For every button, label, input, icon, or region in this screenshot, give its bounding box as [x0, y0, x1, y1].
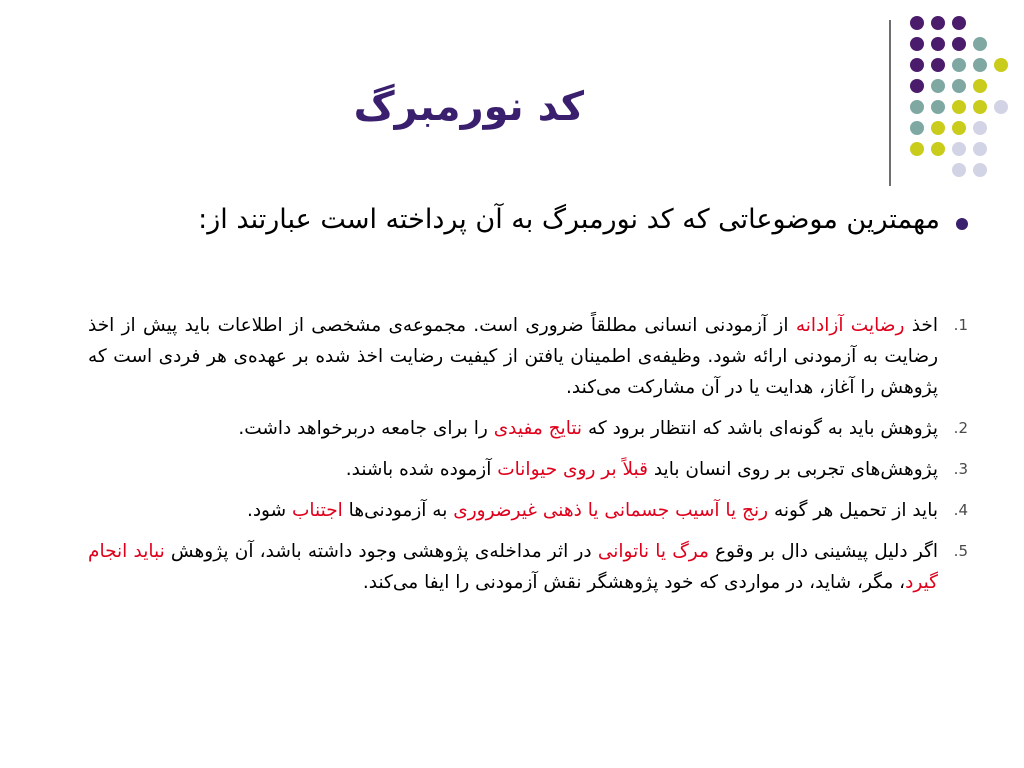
decorative-dot: [910, 58, 924, 72]
list-item-text: به آزمودنی‌ها: [342, 500, 454, 521]
list-item-text: پژوهش‌های تجربی بر روی انسان باید: [647, 459, 938, 480]
decorative-dot: [973, 142, 987, 156]
decorative-dot: [931, 58, 945, 72]
decorative-dot: [952, 142, 966, 156]
decorative-dot: [910, 79, 924, 93]
list-item-number: 3.: [953, 460, 968, 478]
highlighted-text: رضایت آزادانه: [795, 315, 905, 336]
list-item: [88, 454, 968, 485]
decorative-dot: [931, 79, 945, 93]
decorative-dot: [931, 121, 945, 135]
decorative-dot-grid: [880, 0, 1024, 180]
slide-title: کد نورمبرگ: [353, 84, 584, 130]
decorative-dot: [931, 37, 945, 51]
decorative-dot: [910, 16, 924, 30]
decorative-dot: [931, 16, 945, 30]
list-item-text: آزموده شده باشند.: [345, 459, 498, 480]
list-item-text: شود.: [246, 500, 292, 521]
decorative-dot: [952, 79, 966, 93]
bullet-dot-icon: [956, 218, 968, 230]
list-item-text: باید از تحمیل هر گونه: [768, 500, 938, 521]
decorative-dot: [973, 121, 987, 135]
decorative-dot: [952, 37, 966, 51]
decorative-dot: [931, 142, 945, 156]
highlighted-text: رنج یا آسیب جسمانی یا ذهنی غیرضروری: [453, 500, 769, 521]
list-item: [88, 536, 968, 598]
list-item-number: 2.: [953, 419, 968, 437]
highlighted-text: اجتناب: [292, 500, 343, 521]
decorative-dot: [952, 16, 966, 30]
highlighted-text: نتایج مفیدی: [493, 418, 583, 439]
decorative-dot: [910, 121, 924, 135]
decorative-dot: [910, 142, 924, 156]
list-item-text: اخذ: [904, 315, 938, 336]
highlighted-text: قبلاً بر روی حیوانات: [497, 459, 648, 480]
highlighted-text: مرگ یا ناتوانی: [597, 541, 709, 562]
list-item-number: 4.: [953, 501, 968, 519]
list-item: [88, 310, 968, 403]
list-item: [88, 495, 968, 526]
list-item-text: پژوهش باید به گونه‌ای باشد که انتظار برود که: [582, 418, 938, 439]
list-item-text: اگر دلیل پیشینی دال بر وقوع: [708, 541, 939, 562]
list-item: [88, 413, 968, 444]
decorative-dot: [910, 100, 924, 114]
decorative-dot: [994, 58, 1008, 72]
decorative-dot: [973, 79, 987, 93]
numbered-list: [88, 310, 968, 608]
decorative-dot: [910, 37, 924, 51]
decorative-dot: [952, 100, 966, 114]
decorative-dot: [973, 100, 987, 114]
main-bullet-text: مهمترین موضوعاتی که کد نورمبرگ به آن پرداخته است عبارتند از:: [198, 204, 940, 235]
list-item-text: ، مگر، شاید، در مواردی که خود پژوهشگر نقش آزمودنی را ایفا می‌کند.: [362, 572, 906, 593]
decorative-dot: [952, 163, 966, 177]
decorative-dot: [973, 58, 987, 72]
list-item-number: 5.: [953, 542, 968, 560]
vertical-divider: [889, 20, 891, 186]
decorative-dot: [994, 100, 1008, 114]
highlighted-text: نباید انجام گیرد: [88, 541, 938, 593]
list-item-number: 1.: [953, 316, 968, 334]
decorative-dot: [973, 37, 987, 51]
decorative-dot: [952, 58, 966, 72]
list-item-text: از آزمودنی انسانی مطلقاً ضروری است. مجموعه‌ی مشخصی از اطلاعات باید پیش از اخذ رضایت به آزمودنی ارائه شود. وظیفه‌ی اطمینان یافتن از کیفیت رضایت اخذ شده بر عهده‌ی هر فردی است که پژوهش را آغاز، هدایت یا در آن مشارکت می‌کند.: [88, 315, 938, 398]
list-item-text: را برای جامعه دربرخواهد داشت.: [238, 418, 494, 439]
decorative-dot: [952, 121, 966, 135]
decorative-dot: [973, 163, 987, 177]
list-item-text: در اثر مداخله‌ی پژوهشی وجود داشته باشد، آن پژوهش: [164, 541, 598, 562]
decorative-dot: [931, 100, 945, 114]
